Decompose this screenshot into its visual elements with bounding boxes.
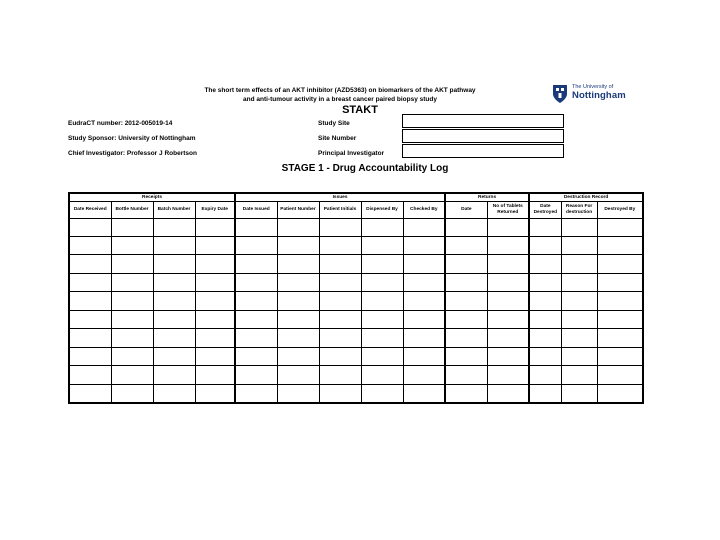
entry-cell[interactable] [487,218,529,236]
entry-cell[interactable] [597,237,643,255]
entry-cell[interactable] [69,255,111,273]
entry-cell[interactable] [195,292,235,310]
table-row [69,310,643,328]
entry-cell[interactable] [403,218,445,236]
entry-cell[interactable] [153,237,195,255]
logo-text-small: The University of [572,84,614,90]
site-number-field[interactable] [402,129,564,143]
entry-cell[interactable] [403,384,445,403]
study-sponsor: Study Sponsor: University of Nottingham [68,135,196,142]
entry-cell[interactable] [597,310,643,328]
study-code: STAKT [342,104,378,116]
entry-cell[interactable] [153,218,195,236]
chief-investigator: Chief Investigator: Professor J Robertson [68,150,197,157]
entry-cell[interactable] [445,218,487,236]
entry-cell[interactable] [195,310,235,328]
university-logo [552,84,662,106]
entry-cell[interactable] [195,329,235,347]
entry-cell[interactable] [111,237,153,255]
col-bottle-number: Bottle Number [111,202,153,218]
entry-cell[interactable] [561,237,597,255]
entry-cell[interactable] [561,347,597,365]
entry-cell[interactable] [445,347,487,365]
entry-cell[interactable] [529,237,561,255]
entry-cell[interactable] [361,384,403,403]
entry-cell[interactable] [69,329,111,347]
entry-cell[interactable] [403,366,445,384]
col-reason-for-destruction: Reason For destruction [561,202,597,218]
entry-cell[interactable] [319,237,361,255]
entry-cell[interactable] [597,273,643,291]
entry-cell[interactable] [69,347,111,365]
entry-cell[interactable] [487,329,529,347]
entry-cell[interactable] [561,366,597,384]
entry-cell[interactable] [235,329,277,347]
entry-cell[interactable] [597,255,643,273]
entry-cell[interactable] [319,366,361,384]
col-patient-initials: Patient Initials [319,202,361,218]
entry-cell[interactable] [529,292,561,310]
entry-cell[interactable] [277,366,319,384]
entry-cell[interactable] [69,273,111,291]
entry-cell[interactable] [403,273,445,291]
entry-cell[interactable] [235,255,277,273]
entry-cell[interactable] [561,384,597,403]
entry-cell[interactable] [529,366,561,384]
col-tablets-returned: No of Tablets Returned [487,202,529,218]
entry-cell[interactable] [235,347,277,365]
entry-cell[interactable] [153,366,195,384]
col-return-date: Date [445,202,487,218]
entry-cell[interactable] [487,292,529,310]
entry-cell[interactable] [153,310,195,328]
entry-cell[interactable] [561,310,597,328]
entry-cell[interactable] [561,218,597,236]
table-row [69,273,643,291]
entry-cell[interactable] [529,273,561,291]
entry-cell[interactable] [445,237,487,255]
table-row [69,237,643,255]
entry-cell[interactable] [597,347,643,365]
entry-cell[interactable] [445,255,487,273]
entry-cell[interactable] [319,273,361,291]
entry-cell[interactable] [403,237,445,255]
entry-cell[interactable] [361,255,403,273]
entry-cell[interactable] [487,366,529,384]
entry-cell[interactable] [69,310,111,328]
entry-cell[interactable] [153,329,195,347]
entry-cell[interactable] [529,384,561,403]
entry-cell[interactable] [153,255,195,273]
table-row [69,255,643,273]
entry-cell[interactable] [597,292,643,310]
entry-cell[interactable] [235,218,277,236]
entry-cell[interactable] [403,329,445,347]
entry-cell[interactable] [195,273,235,291]
col-expiry-date: Expiry Date [195,202,235,218]
entry-cell[interactable] [235,273,277,291]
entry-cell[interactable] [277,292,319,310]
entry-cell[interactable] [487,237,529,255]
col-patient-number: Patient Number [277,202,319,218]
entry-cell[interactable] [361,310,403,328]
entry-cell[interactable] [561,292,597,310]
col-date-destroyed: Date Destroyed [529,202,561,218]
group-returns: Returns [445,193,529,202]
entry-cell[interactable] [361,329,403,347]
entry-cell[interactable] [111,218,153,236]
entry-cell[interactable] [195,237,235,255]
entry-cell[interactable] [235,366,277,384]
entry-cell[interactable] [445,310,487,328]
entry-cell[interactable] [445,329,487,347]
col-date-issued: Date Issued [235,202,277,218]
col-batch-number: Batch Number [153,202,195,218]
entry-cell[interactable] [277,329,319,347]
group-destruction-record: Destruction Record [529,193,643,202]
group-issues: Issues [235,193,445,202]
entry-cell[interactable] [597,329,643,347]
entry-cell[interactable] [235,310,277,328]
log-body [69,218,643,403]
logo-text-large: Nottingham [572,90,626,101]
col-date-received: Date Received [69,202,111,218]
entry-cell[interactable] [69,292,111,310]
entry-cell[interactable] [111,347,153,365]
entry-cell[interactable] [111,366,153,384]
entry-cell[interactable] [529,218,561,236]
entry-cell[interactable] [111,292,153,310]
eudract-number: EudraCT number: 2012-005019-14 [68,120,173,127]
entry-cell[interactable] [277,310,319,328]
entry-cell[interactable] [195,384,235,403]
entry-cell[interactable] [111,273,153,291]
entry-cell[interactable] [153,384,195,403]
entry-cell[interactable] [69,384,111,403]
title-line-2: and anti-tumour activity in a breast cancer paired biopsy study [243,96,437,103]
table-row [69,384,643,403]
study-site-field[interactable] [402,114,564,128]
entry-cell[interactable] [597,384,643,403]
crest-icon [552,84,568,104]
document-title [160,86,520,104]
entry-cell[interactable] [529,310,561,328]
entry-cell[interactable] [361,366,403,384]
entry-cell[interactable] [111,310,153,328]
entry-cell[interactable] [529,329,561,347]
entry-cell[interactable] [319,218,361,236]
entry-cell[interactable] [111,329,153,347]
entry-cell[interactable] [561,273,597,291]
entry-cell[interactable] [361,218,403,236]
entry-cell[interactable] [597,366,643,384]
table-row [69,329,643,347]
entry-cell[interactable] [445,273,487,291]
entry-cell[interactable] [235,292,277,310]
entry-cell[interactable] [487,273,529,291]
group-receipts: Receipts [69,193,235,202]
entry-cell[interactable] [195,255,235,273]
table-row [69,366,643,384]
entry-cell[interactable] [487,384,529,403]
col-destroyed-by: Destroyed By [597,202,643,218]
col-checked-by: Checked By [403,202,445,218]
entry-cell[interactable] [277,273,319,291]
entry-cell[interactable] [445,292,487,310]
entry-cell[interactable] [153,273,195,291]
col-dispensed-by: Dispensed By [361,202,403,218]
entry-cell[interactable] [597,218,643,236]
entry-cell[interactable] [361,273,403,291]
entry-cell[interactable] [277,237,319,255]
entry-cell[interactable] [403,292,445,310]
entry-cell[interactable] [403,347,445,365]
entry-cell[interactable] [561,329,597,347]
entry-cell[interactable] [319,255,361,273]
entry-cell[interactable] [319,310,361,328]
entry-cell[interactable] [69,366,111,384]
entry-cell[interactable] [69,218,111,236]
entry-cell[interactable] [445,366,487,384]
entry-cell[interactable] [487,347,529,365]
entry-cell[interactable] [319,384,361,403]
entry-cell[interactable] [195,218,235,236]
entry-cell[interactable] [445,384,487,403]
principal-investigator-field[interactable] [402,144,564,158]
entry-cell[interactable] [529,347,561,365]
entry-cell[interactable] [195,366,235,384]
entry-cell[interactable] [403,310,445,328]
site-number-label: Site Number [318,135,357,142]
title-line-1: The short term effects of an AKT inhibitor (AZD5363) on biomarkers of the AKT pathway [204,87,476,94]
entry-cell[interactable] [153,292,195,310]
entry-cell[interactable] [69,237,111,255]
entry-cell[interactable] [195,347,235,365]
entry-cell[interactable] [361,292,403,310]
entry-cell[interactable] [361,347,403,365]
table-row [69,347,643,365]
entry-cell[interactable] [277,218,319,236]
entry-cell[interactable] [235,384,277,403]
table-row [69,218,643,236]
entry-cell[interactable] [153,347,195,365]
entry-cell[interactable] [487,255,529,273]
entry-cell[interactable] [529,255,561,273]
log-title: STAGE 1 - Drug Accountability Log [281,163,449,174]
entry-cell[interactable] [319,292,361,310]
drug-accountability-table [68,192,644,404]
entry-cell[interactable] [277,384,319,403]
study-site-label: Study Site [318,120,350,127]
entry-cell[interactable] [487,310,529,328]
entry-cell[interactable] [561,255,597,273]
entry-cell[interactable] [361,237,403,255]
entry-cell[interactable] [319,347,361,365]
entry-cell[interactable] [277,255,319,273]
table-row [69,292,643,310]
entry-cell[interactable] [111,384,153,403]
entry-cell[interactable] [277,347,319,365]
entry-cell[interactable] [319,329,361,347]
entry-cell[interactable] [235,237,277,255]
entry-cell[interactable] [111,255,153,273]
entry-cell[interactable] [403,255,445,273]
principal-investigator-label: Principal Investigator [318,150,385,157]
